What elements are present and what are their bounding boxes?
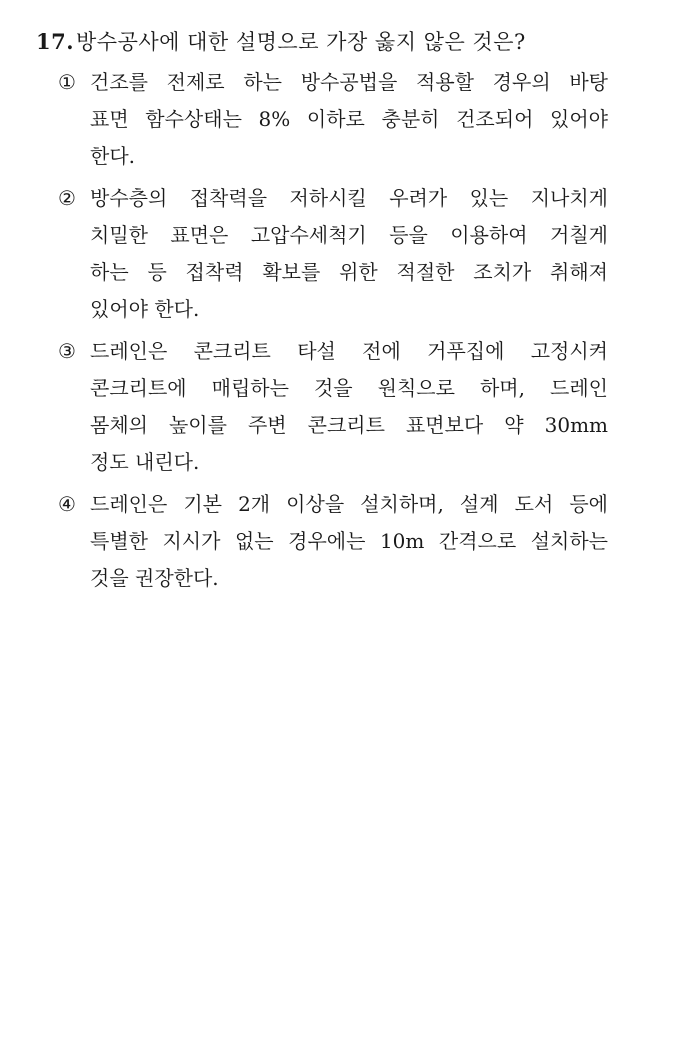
choice-2-line: 있어야 한다. [90, 297, 200, 321]
question-number: 17. [36, 29, 75, 54]
choice-3-line: 콘크리트에 매립하는 것을 원칙으로 하며, 드레인 [90, 376, 608, 400]
choice-2-line: 방수층의 접착력을 저하시킬 우려가 있는 지나치게 [90, 186, 608, 210]
choice-4-line: 것을 권장한다. [90, 566, 219, 590]
choice-2-number: ② [58, 186, 76, 210]
choice-1-line: 표면 함수상태는 8% 이하로 충분히 건조되어 있어야 [90, 107, 608, 131]
choice-2-text [90, 180, 616, 328]
choice-3-line: 정도 내린다. [90, 450, 200, 474]
choice-3-text [90, 333, 616, 481]
choice-2[interactable] [36, 180, 616, 328]
choice-3[interactable] [36, 333, 616, 481]
choice-2-line: 하는 등 접착력 확보를 위한 적절한 조치가 취해져 [90, 260, 608, 284]
choice-2-line: 치밀한 표면은 고압수세척기 등을 이용하여 거칠게 [90, 223, 608, 247]
choice-1-text [90, 64, 616, 175]
choice-1-number: ① [58, 70, 76, 94]
choice-4-text [90, 486, 616, 597]
choice-1-line: 건조를 전제로 하는 방수공법을 적용할 경우의 바탕 [90, 70, 608, 94]
choice-4-line: 특별한 지시가 없는 경우에는 10m 간격으로 설치하는 [90, 529, 608, 553]
choice-4-number: ④ [58, 492, 76, 516]
choice-3-number: ③ [58, 339, 76, 363]
choice-1-line: 한다. [90, 144, 135, 168]
choice-4[interactable] [36, 486, 616, 597]
choice-1[interactable] [36, 64, 616, 175]
question-text: 방수공사에 대한 설명으로 가장 옳지 않은 것은? [76, 30, 526, 54]
choice-list [36, 64, 616, 597]
question-block [36, 26, 616, 602]
choice-4-line: 드레인은 기본 2개 이상을 설치하며, 설계 도서 등에 [90, 492, 608, 516]
choice-3-line: 몸체의 높이를 주변 콘크리트 표면보다 약 30mm [90, 413, 608, 437]
choice-3-line: 드레인은 콘크리트 타설 전에 거푸집에 고정시켜 [90, 339, 608, 363]
question-header [36, 26, 616, 58]
